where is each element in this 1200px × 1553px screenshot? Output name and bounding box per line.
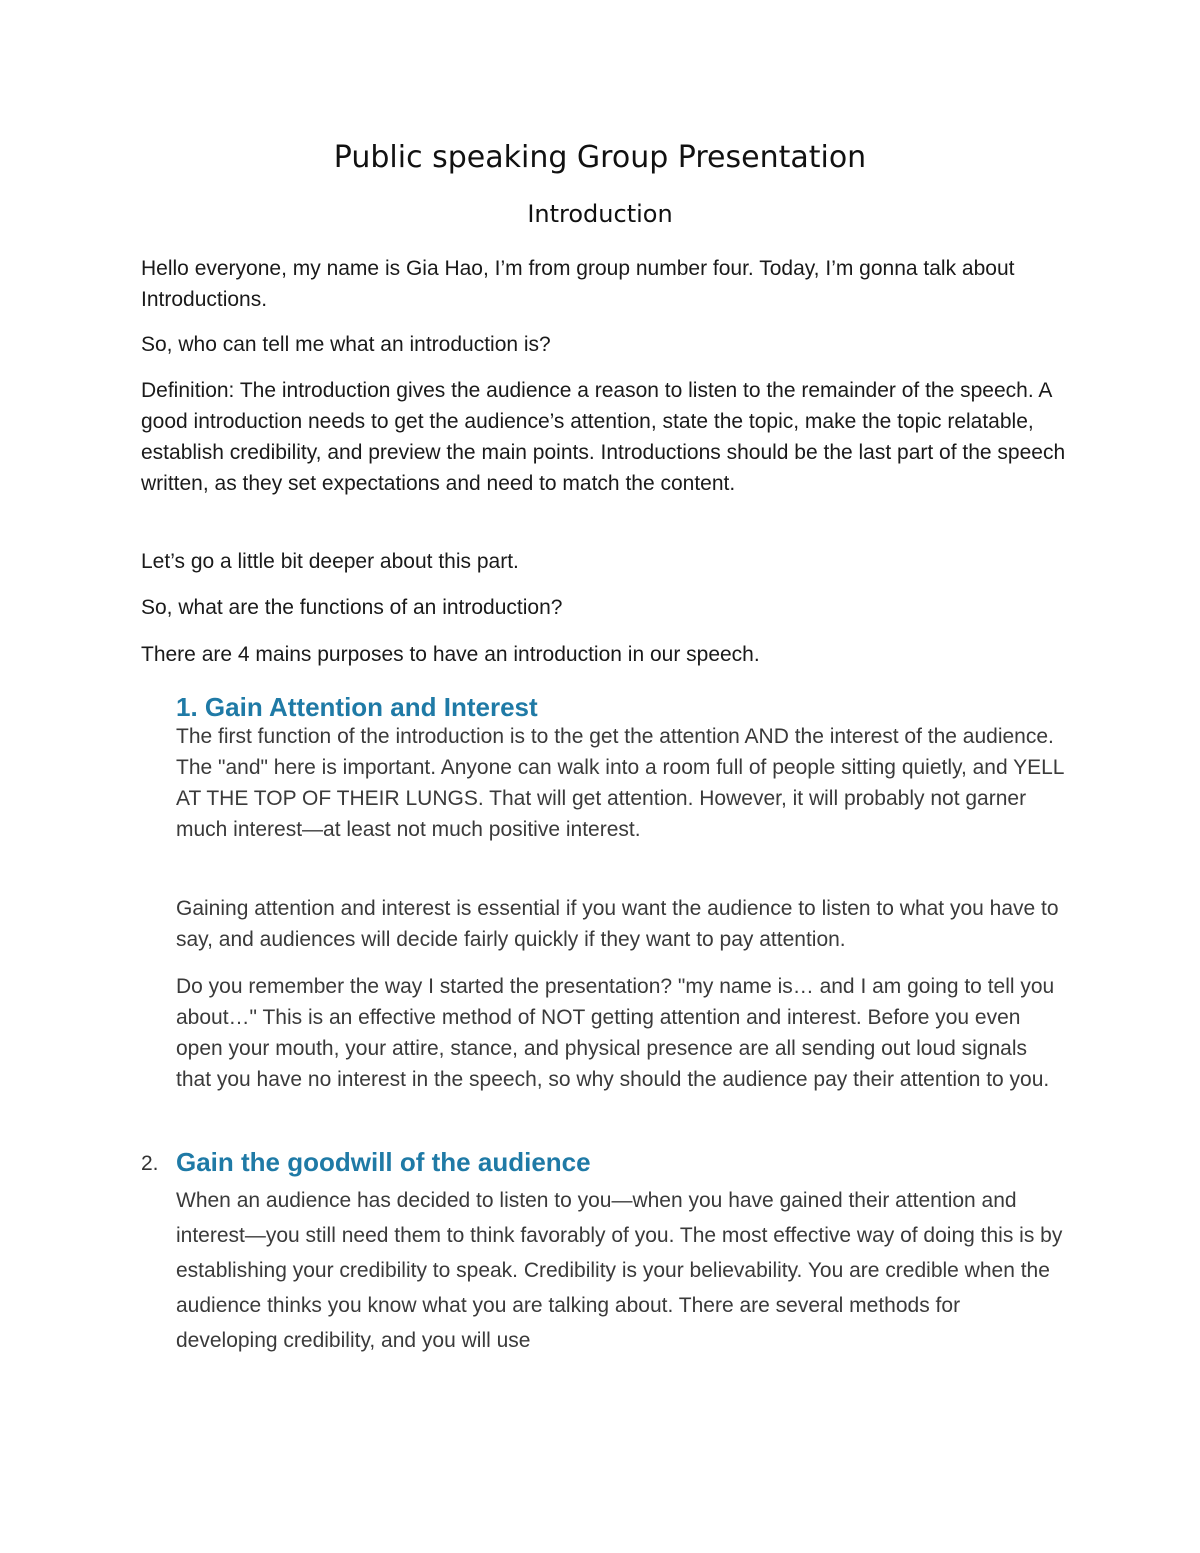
paragraph-functions-question: So, what are the functions of an introduction? (141, 596, 563, 619)
section-1-paragraph-2: Gaining attention and interest is essential if you want the audience to listen to what you have to say, and audiences will decide fairly quickly if they want to pay attention. (176, 897, 1059, 951)
paragraph-greeting: Hello everyone, my name is Gia Hao, I’m from group number four. Today, I’m gonna talk about Introductions. (141, 257, 1015, 311)
paragraph-purposes: There are 4 mains purposes to have an introduction in our speech. (141, 643, 760, 666)
section-heading-1 (176, 692, 538, 723)
paragraph-deeper: Let’s go a little bit deeper about this part. (141, 550, 519, 573)
section-subtitle: Introduction (527, 200, 673, 228)
section-heading-1-text: Gain Attention and Interest (204, 692, 538, 722)
section-number-1: 1. (176, 692, 198, 722)
section-1-paragraph-1: The first function of the introduction is to the get the attention AND the interest of the audience. The "and" here is important. Anyone can walk into a room full of people sitting quietly, and YELL AT THE TOP OF THEIR LUNGS. That will get attention. However, it will probably not garner much interest—at least not much positive interest. (176, 725, 1064, 841)
paragraph-question: So, who can tell me what an introduction is? (141, 333, 551, 356)
section-heading-2: Gain the goodwill of the audience (176, 1147, 591, 1177)
section-1-paragraph-3: Do you remember the way I started the presentation? "my name is… and I am going to tell you about…" This is an effective method of NOT getting attention and interest. Before you even open your mouth, your attire, stance, and physical presence are all sending out loud signals that you have no interest in the speech, so why should the audience pay their attention to you. (176, 975, 1055, 1091)
section-number-2: 2. (141, 1152, 159, 1175)
document-title: Public speaking Group Presentation (333, 140, 867, 175)
paragraph-definition: Definition: The introduction gives the audience a reason to listen to the remainder of the speech. A good introduction needs to get the audience’s attention, state the topic, make the topic relatable, establish credibility, and preview the main points. Introductions should be the last part of the speech written, as they set expectations and need to match the content. (141, 379, 1066, 495)
section-2-paragraph-1: When an audience has decided to listen to you—when you have gained their attention and interest—you still need them to think favorably of you. The most effective way of doing this is by establishing your credibility to speak. Credibility is your believability. You are credible when the audience thinks you know what you are talking about. There are several methods for developing credibility, and you will use (176, 1189, 1063, 1352)
